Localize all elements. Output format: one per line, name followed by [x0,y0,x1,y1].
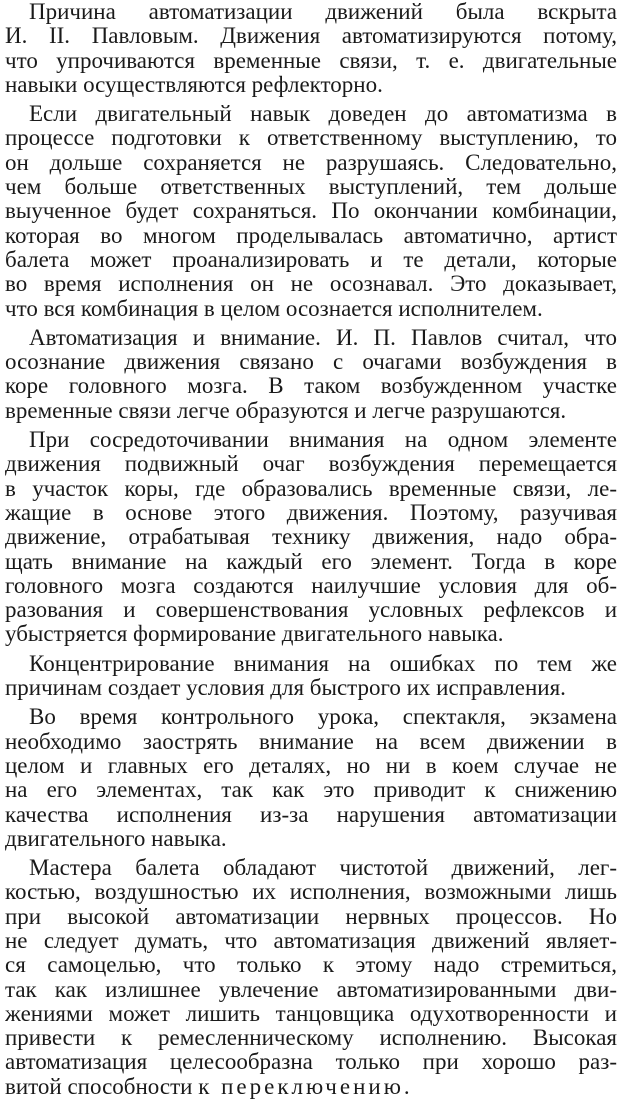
text-line: движения подвижный очаг возбуждения перемещается [5,452,617,477]
paragraph-focus-element [5,428,617,647]
text-line: выученное будет сохраняться. По окончании комбинации, [5,199,617,224]
text-line: коре головного мозга. В таком возбужденном участке [5,374,617,399]
text-line: При сосредоточивании внимания на одном элементе [29,428,617,453]
text-line: чем больше ответственных выступлений, тем дольше [5,175,617,200]
text-line: что вся комбинация в целом осознается исполнителем. [5,296,543,321]
text-line: Автоматизация и внимание. И. П. Павлов считал, что [29,325,617,350]
text-line: временные связи легче образуются и легче разрушаются. [5,398,567,423]
text-line: Если двигательный навык доведен до автоматизма в [29,102,617,127]
text-line: во время исполнения он не осознавал. Это доказывает, [5,272,617,297]
text-line: процессе подготовки к ответственному выступлению, то [5,126,617,151]
paragraph-ballet-masters [5,856,617,1099]
paragraph-error-concentration [5,652,617,701]
text-line: так как излишнее увлечение автоматизированными дви- [5,977,617,1002]
text-line-final [5,1075,617,1099]
text-line: двигательного навыка. [5,826,227,851]
text-line: Концентрирование внимания на ошибках по тем же [29,651,617,676]
paragraph-automation-cause [5,0,617,97]
paragraph-control-lesson [5,705,617,851]
text-line: при высокой автоматизации нервных процессов. Но [5,904,617,929]
text-line: убыстряется формирование двигательного навыка. [5,622,504,647]
text-line: необходимо заострять внимание на всем движении в [5,729,617,754]
text-line: качества исполнения из-за нарушения автоматизации [5,802,617,827]
paragraph-automation-attention [5,326,617,423]
text-line: он дольше сохраняется не разрушаясь. Следовательно, [5,150,617,175]
final-line-start: витой способности [5,1074,193,1099]
text-line: Во время контрольного урока, спектакля, экзамена [29,705,617,730]
text-line: Мастера балета обладают чистотой движений, лег- [29,856,617,881]
text-line: жениями может лишить танцовщика одухотворенности и [5,1001,617,1026]
text-line: в участок коры, где образовались временные связи, ле- [5,476,617,501]
text-line: на его элементах, так как это приводит к снижению [5,778,617,803]
text-line: осознание движения связано с очагами возбуждения в [5,350,617,375]
text-line: щать внимание на каждый его элемент. Тогда в коре [5,549,617,574]
text-line: движение, отрабатывая технику движения, надо обра- [5,525,617,550]
text-line: навыки осуществляются рефлекторно. [5,72,383,97]
text-line: Причина автоматизации движений была вскрыта [29,0,617,24]
text-line: головного мозга создаются наилучшие условия для об- [5,573,617,598]
text-line: причинам создает условия для быстрого их исправления. [5,676,566,701]
text-line: балета может проанализировать и те детали, которые [5,247,617,272]
text-line: костью, воздушностью их исполнения, возможными лишь [5,880,617,905]
text-line: разования и совершенствования условных рефлексов и [5,598,617,623]
text-line: которая во многом проделывалась автоматично, артист [5,223,617,248]
text-line: ся самоцелью, что только к этому надо стремиться, [5,953,617,978]
text-line: целом и главных его деталях, но ни в коем случае не [5,753,617,778]
paragraph-skill-retention [5,102,617,321]
text-line: И. II. Павловым. Движения автоматизируются потому, [5,24,617,49]
text-line: автоматизация целесообразна только при хорошо раз- [5,1050,617,1075]
text-line: жащие в основе этого движения. Поэтому, разучивая [5,500,617,525]
text-line: не следует думать, что автоматизация движений являет- [5,928,617,953]
spaced-emphasis-text: к переключению. [198,1074,413,1099]
text-line: привести к ремесленническому исполнению. Высокая [5,1026,617,1051]
text-line: что упрочиваются временные связи, т. е. двигательные [5,48,617,73]
